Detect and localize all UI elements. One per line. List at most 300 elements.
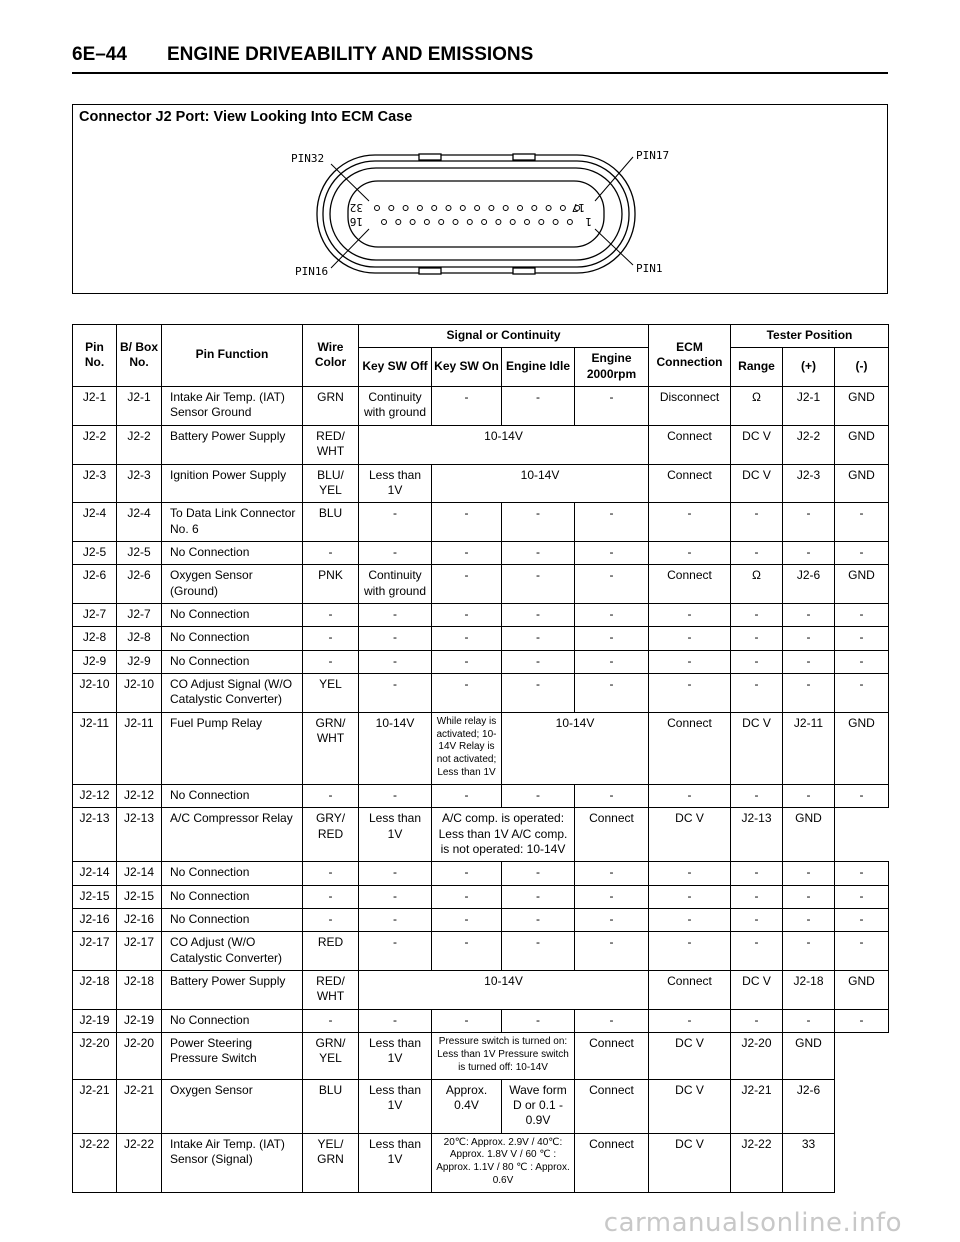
- table-cell: J2-15: [73, 885, 117, 908]
- table-cell: DC V: [649, 1079, 731, 1133]
- table-cell: DC V: [731, 425, 783, 464]
- row-label-32: 32: [349, 201, 363, 214]
- pin-function-cell: No Connection: [162, 604, 303, 627]
- table-cell: J2-8: [117, 627, 162, 650]
- connector-diagram: [72, 104, 888, 294]
- table-cell: -: [835, 908, 889, 931]
- table-row: [73, 862, 889, 885]
- table-cell: 10-14V: [359, 971, 649, 1010]
- table-cell: DC V: [731, 971, 783, 1010]
- table-cell: -: [359, 541, 432, 564]
- table-cell: 10-14V: [502, 712, 649, 784]
- pin-hole: [532, 206, 537, 211]
- table-cell: J2-7: [73, 604, 117, 627]
- table-cell: J2-22: [731, 1133, 783, 1192]
- table-cell: J2-13: [731, 808, 783, 862]
- table-cell: -: [835, 784, 889, 807]
- table-cell: -: [575, 565, 649, 604]
- table-cell: -: [575, 784, 649, 807]
- table-cell: YEL/ GRN: [303, 1133, 359, 1192]
- table-cell: -: [303, 784, 359, 807]
- table-cell: -: [731, 885, 783, 908]
- table-cell: -: [303, 885, 359, 908]
- table-cell: Pressure switch is turned on: Less than 1V Pressure switch is turned off: 10-14V: [432, 1033, 575, 1079]
- watermark: carmanualsonline.info: [603, 1208, 902, 1238]
- table-row: [73, 503, 889, 542]
- table-cell: DC V: [649, 1033, 731, 1079]
- table-cell: -: [303, 908, 359, 931]
- table-cell: -: [731, 627, 783, 650]
- table-cell: -: [731, 784, 783, 807]
- table-cell: Connect: [649, 971, 731, 1010]
- pin-function-cell: No Connection: [162, 862, 303, 885]
- table-cell: -: [835, 932, 889, 971]
- pin-function-cell: A/C Compressor Relay: [162, 808, 303, 862]
- col-key-sw-off: Key SW Off: [359, 348, 432, 387]
- table-cell: -: [432, 862, 502, 885]
- pin-function-cell: Oxygen Sensor (Ground): [162, 565, 303, 604]
- table-cell: -: [502, 387, 575, 426]
- table-cell: -: [835, 674, 889, 713]
- table-cell: 10-14V: [432, 464, 649, 503]
- table-cell: BLU/ YEL: [303, 464, 359, 503]
- table-cell: -: [502, 604, 575, 627]
- table-cell: J2-17: [117, 932, 162, 971]
- table-row: [73, 908, 889, 931]
- pin-hole: [389, 206, 394, 211]
- table-cell: GND: [835, 565, 889, 604]
- pin-hole: [467, 220, 472, 225]
- pin-hole: [546, 206, 551, 211]
- pin-hole: [475, 206, 480, 211]
- pin-hole: [396, 220, 401, 225]
- table-cell: J2-6: [783, 1079, 835, 1133]
- pin-hole: [539, 220, 544, 225]
- pin-function-cell: No Connection: [162, 784, 303, 807]
- table-cell: -: [575, 541, 649, 564]
- table-cell: J2-10: [73, 674, 117, 713]
- table-cell: PNK: [303, 565, 359, 604]
- table-cell: J2-17: [73, 932, 117, 971]
- table-cell: -: [783, 503, 835, 542]
- table-cell: -: [432, 784, 502, 807]
- table-cell: Connect: [575, 1133, 649, 1192]
- table-cell: -: [783, 604, 835, 627]
- table-cell: -: [303, 627, 359, 650]
- pin16-label: PIN16: [295, 265, 329, 278]
- table-cell: Connect: [575, 1079, 649, 1133]
- table-cell: Connect: [575, 1033, 649, 1079]
- table-row: [73, 541, 889, 564]
- table-cell: -: [649, 650, 731, 673]
- table-cell: GND: [835, 971, 889, 1010]
- table-cell: J2-11: [117, 712, 162, 784]
- pin-function-cell: Power Steering Pressure Switch: [162, 1033, 303, 1079]
- table-cell: -: [731, 503, 783, 542]
- table-cell: J2-18: [73, 971, 117, 1010]
- col-signal-group: Signal or Continuity: [359, 325, 649, 348]
- table-cell: -: [575, 604, 649, 627]
- table-cell: J2-19: [73, 1009, 117, 1032]
- table-row: [73, 1033, 889, 1079]
- table-cell: -: [359, 885, 432, 908]
- table-cell: -: [502, 932, 575, 971]
- table-cell: While relay is activated; 10-14V Relay is not activated; Less than 1V: [432, 712, 502, 784]
- table-cell: BLU: [303, 1079, 359, 1133]
- diagram-title: Connector J2 Port: View Looking Into ECM Case: [79, 109, 413, 125]
- table-cell: -: [731, 1009, 783, 1032]
- table-cell: -: [575, 932, 649, 971]
- pin-function-cell: No Connection: [162, 885, 303, 908]
- table-cell: -: [432, 565, 502, 604]
- table-cell: -: [502, 1009, 575, 1032]
- table-cell: Approx. 0.4V: [432, 1079, 502, 1133]
- table-cell: Connect: [649, 464, 731, 503]
- table-cell: -: [359, 908, 432, 931]
- pin-function-cell: Battery Power Supply: [162, 425, 303, 464]
- table-cell: -: [835, 885, 889, 908]
- table-cell: Less than 1V: [359, 1033, 432, 1079]
- table-cell: J2-4: [117, 503, 162, 542]
- pin17-label: PIN17: [636, 149, 670, 162]
- table-cell: -: [649, 932, 731, 971]
- table-cell: J2-8: [73, 627, 117, 650]
- table-cell: DC V: [649, 808, 731, 862]
- table-cell: -: [359, 674, 432, 713]
- table-cell: J2-20: [73, 1033, 117, 1079]
- table-cell: J2-6: [783, 565, 835, 604]
- table-cell: -: [783, 627, 835, 650]
- pin-hole: [482, 220, 487, 225]
- pin-function-cell: Intake Air Temp. (IAT) Sensor Ground: [162, 387, 303, 426]
- table-cell: Connect: [649, 712, 731, 784]
- col-minus: (-): [835, 348, 889, 387]
- table-row: [73, 464, 889, 503]
- table-row: [73, 1133, 889, 1192]
- table-cell: -: [575, 885, 649, 908]
- table-cell: -: [575, 862, 649, 885]
- table-cell: GRN/ YEL: [303, 1033, 359, 1079]
- table-cell: -: [783, 862, 835, 885]
- table-cell: -: [502, 885, 575, 908]
- pin-function-cell: No Connection: [162, 1009, 303, 1032]
- pin-hole: [417, 206, 422, 211]
- table-cell: -: [502, 627, 575, 650]
- table-cell: -: [432, 387, 502, 426]
- pin-hole: [382, 220, 387, 225]
- table-cell: -: [303, 604, 359, 627]
- table-cell: -: [502, 784, 575, 807]
- table-cell: -: [359, 650, 432, 673]
- table-cell: A/C comp. is operated: Less than 1V A/C comp. is not operated: 10-14V: [432, 808, 575, 862]
- col-plus: (+): [783, 348, 835, 387]
- table-cell: J2-3: [117, 464, 162, 503]
- table-cell: -: [502, 565, 575, 604]
- table-cell: -: [649, 1009, 731, 1032]
- pin-hole: [432, 206, 437, 211]
- pin-table: [72, 324, 889, 1193]
- page-number: 6E–44: [72, 44, 127, 65]
- table-row: [73, 932, 889, 971]
- table-cell: J2-16: [117, 908, 162, 931]
- table-cell: -: [731, 604, 783, 627]
- table-cell: -: [783, 784, 835, 807]
- table-cell: -: [783, 1009, 835, 1032]
- table-cell: -: [575, 650, 649, 673]
- table-cell: -: [575, 503, 649, 542]
- table-cell: -: [783, 541, 835, 564]
- pin-hole: [567, 220, 572, 225]
- pin1-label: PIN1: [636, 262, 663, 275]
- table-cell: -: [649, 862, 731, 885]
- table-cell: -: [359, 627, 432, 650]
- table-cell: J2-7: [117, 604, 162, 627]
- table-cell: J2-2: [783, 425, 835, 464]
- table-cell: GRN: [303, 387, 359, 426]
- table-cell: -: [432, 503, 502, 542]
- table-cell: J2-18: [117, 971, 162, 1010]
- table-row: [73, 1009, 889, 1032]
- table-cell: Less than 1V: [359, 1079, 432, 1133]
- pin-hole: [403, 206, 408, 211]
- table-cell: -: [502, 650, 575, 673]
- table-cell: J2-20: [731, 1033, 783, 1079]
- col-box-no: B/ Box No.: [117, 325, 162, 387]
- pin-hole: [510, 220, 515, 225]
- pin-hole: [375, 206, 380, 211]
- table-cell: J2-1: [783, 387, 835, 426]
- pin-function-cell: CO Adjust (W/O Catalystic Converter): [162, 932, 303, 971]
- table-cell: J2-21: [73, 1079, 117, 1133]
- table-cell: Disconnect: [649, 387, 731, 426]
- table-cell: DC V: [731, 712, 783, 784]
- pin-hole: [560, 206, 565, 211]
- table-cell: -: [432, 908, 502, 931]
- table-cell: J2-2: [73, 425, 117, 464]
- table-cell: -: [303, 650, 359, 673]
- table-cell: J2-14: [73, 862, 117, 885]
- table-cell: -: [835, 650, 889, 673]
- pin-hole: [518, 206, 523, 211]
- table-row: [73, 885, 889, 908]
- table-cell: -: [432, 674, 502, 713]
- pin-hole: [489, 206, 494, 211]
- table-cell: RED/ WHT: [303, 425, 359, 464]
- table-cell: -: [835, 862, 889, 885]
- table-cell: 20℃: Approx. 2.9V / 40℃: Approx. 1.8V V / 60 ℃ : Approx. 1.1V / 80 ℃ : Approx. 0.6V: [432, 1133, 575, 1192]
- table-cell: -: [731, 908, 783, 931]
- pin-row-top: [375, 206, 580, 211]
- table-cell: -: [731, 862, 783, 885]
- table-cell: Less than 1V: [359, 1133, 432, 1192]
- col-key-sw-on: Key SW On: [432, 348, 502, 387]
- pin-hole: [496, 220, 501, 225]
- table-cell: -: [359, 784, 432, 807]
- page-header: [72, 44, 888, 74]
- table-row: [73, 712, 889, 784]
- table-cell: GND: [835, 712, 889, 784]
- table-cell: J2-3: [73, 464, 117, 503]
- table-cell: -: [502, 503, 575, 542]
- table-cell: -: [359, 932, 432, 971]
- table-cell: -: [502, 674, 575, 713]
- table-row: [73, 565, 889, 604]
- table-cell: J2-1: [117, 387, 162, 426]
- table-cell: -: [649, 503, 731, 542]
- col-pin-no: Pin No.: [73, 325, 117, 387]
- pin-hole: [446, 206, 451, 211]
- table-cell: GRN/ WHT: [303, 712, 359, 784]
- table-row: [73, 627, 889, 650]
- table-row: [73, 971, 889, 1010]
- table-cell: -: [502, 541, 575, 564]
- pin32-label: PIN32: [291, 152, 325, 165]
- table-cell: -: [783, 650, 835, 673]
- table-row: [73, 808, 889, 862]
- section-title: ENGINE DRIVEABILITY AND EMISSIONS: [167, 44, 534, 65]
- table-cell: Ω: [731, 387, 783, 426]
- table-cell: J2-19: [117, 1009, 162, 1032]
- row-label-17: 17: [571, 201, 585, 214]
- table-cell: J2-10: [117, 674, 162, 713]
- pin-function-cell: No Connection: [162, 650, 303, 673]
- table-cell: -: [432, 1009, 502, 1032]
- table-cell: J2-2: [117, 425, 162, 464]
- col-pin-function: Pin Function: [162, 325, 303, 387]
- table-cell: J2-12: [73, 784, 117, 807]
- table-cell: J2-21: [117, 1079, 162, 1133]
- table-cell: J2-13: [73, 808, 117, 862]
- table-cell: -: [359, 604, 432, 627]
- table-row: [73, 425, 889, 464]
- table-row: [73, 674, 889, 713]
- table-cell: Connect: [649, 425, 731, 464]
- table-cell: Connect: [575, 808, 649, 862]
- pin-function-cell: No Connection: [162, 541, 303, 564]
- table-cell: GND: [835, 425, 889, 464]
- pin-function-cell: CO Adjust Signal (W/O Catalystic Converter): [162, 674, 303, 713]
- table-cell: -: [359, 503, 432, 542]
- pin-hole: [410, 220, 415, 225]
- table-cell: DC V: [731, 464, 783, 503]
- table-cell: -: [649, 908, 731, 931]
- table-body: [73, 387, 889, 1193]
- table-cell: J2-22: [117, 1133, 162, 1192]
- table-cell: J2-5: [117, 541, 162, 564]
- table-cell: -: [649, 604, 731, 627]
- table-cell: J2-13: [117, 808, 162, 862]
- col-engine-2000rpm: Engine 2000rpm: [575, 348, 649, 387]
- table-cell: -: [502, 908, 575, 931]
- table-cell: RED/ WHT: [303, 971, 359, 1010]
- table-cell: J2-21: [731, 1079, 783, 1133]
- col-wire-color: Wire Color: [303, 325, 359, 387]
- table-cell: YEL: [303, 674, 359, 713]
- table-cell: 33: [783, 1133, 835, 1192]
- table-cell: Less than 1V: [359, 808, 432, 862]
- pin-hole: [424, 220, 429, 225]
- pin-function-cell: Ignition Power Supply: [162, 464, 303, 503]
- table-cell: -: [303, 1009, 359, 1032]
- table-cell: J2-1: [73, 387, 117, 426]
- pin-function-cell: No Connection: [162, 627, 303, 650]
- table-cell: -: [835, 627, 889, 650]
- table-cell: -: [731, 650, 783, 673]
- table-cell: -: [432, 885, 502, 908]
- table-cell: -: [432, 650, 502, 673]
- table-cell: Ω: [731, 565, 783, 604]
- table-cell: -: [731, 674, 783, 713]
- table-cell: J2-14: [117, 862, 162, 885]
- table-row: [73, 784, 889, 807]
- table-cell: -: [783, 885, 835, 908]
- header-row-1: [73, 325, 889, 348]
- table-cell: -: [575, 674, 649, 713]
- table-cell: J2-20: [117, 1033, 162, 1079]
- pin-function-cell: To Data Link Connector No. 6: [162, 503, 303, 542]
- col-ecm-connection: ECM Connection: [649, 325, 731, 387]
- table-cell: -: [303, 862, 359, 885]
- table-cell: -: [303, 541, 359, 564]
- pin-hole: [503, 206, 508, 211]
- table-cell: GND: [783, 808, 835, 862]
- table-cell: J2-4: [73, 503, 117, 542]
- table-cell: BLU: [303, 503, 359, 542]
- table-cell: -: [835, 1009, 889, 1032]
- table-cell: -: [575, 627, 649, 650]
- table-cell: -: [649, 784, 731, 807]
- col-range: Range: [731, 348, 783, 387]
- table-cell: J2-16: [73, 908, 117, 931]
- table-cell: RED: [303, 932, 359, 971]
- table-cell: J2-12: [117, 784, 162, 807]
- table-cell: -: [783, 674, 835, 713]
- table-row: [73, 604, 889, 627]
- table-cell: -: [731, 541, 783, 564]
- table-cell: -: [359, 862, 432, 885]
- table-cell: -: [649, 885, 731, 908]
- table-cell: Continuity with ground: [359, 387, 432, 426]
- row-label-1: 1: [585, 215, 592, 228]
- table-cell: J2-5: [73, 541, 117, 564]
- connector-drawing: [73, 105, 887, 293]
- table-cell: J2-15: [117, 885, 162, 908]
- pin-row-bottom: [382, 220, 573, 225]
- table-cell: GRY/ RED: [303, 808, 359, 862]
- pin-function-cell: Oxygen Sensor: [162, 1079, 303, 1133]
- table-cell: -: [575, 1009, 649, 1032]
- table-cell: J2-11: [783, 712, 835, 784]
- table-cell: Less than 1V: [359, 464, 432, 503]
- table-cell: GND: [835, 464, 889, 503]
- table-cell: Continuity with ground: [359, 565, 432, 604]
- pin-function-cell: Battery Power Supply: [162, 971, 303, 1010]
- table-cell: J2-3: [783, 464, 835, 503]
- table-cell: -: [731, 932, 783, 971]
- row-label-16: 16: [349, 215, 363, 228]
- table-cell: DC V: [649, 1133, 731, 1192]
- col-tester-group: Tester Position: [731, 325, 889, 348]
- table-cell: -: [502, 862, 575, 885]
- table-cell: J2-6: [73, 565, 117, 604]
- pin-function-cell: No Connection: [162, 908, 303, 931]
- pin-hole: [439, 220, 444, 225]
- table-row: [73, 650, 889, 673]
- table-cell: -: [575, 908, 649, 931]
- table-cell: -: [432, 604, 502, 627]
- table-cell: Wave form D or 0.1 - 0.9V: [502, 1079, 575, 1133]
- pin-function-cell: Fuel Pump Relay: [162, 712, 303, 784]
